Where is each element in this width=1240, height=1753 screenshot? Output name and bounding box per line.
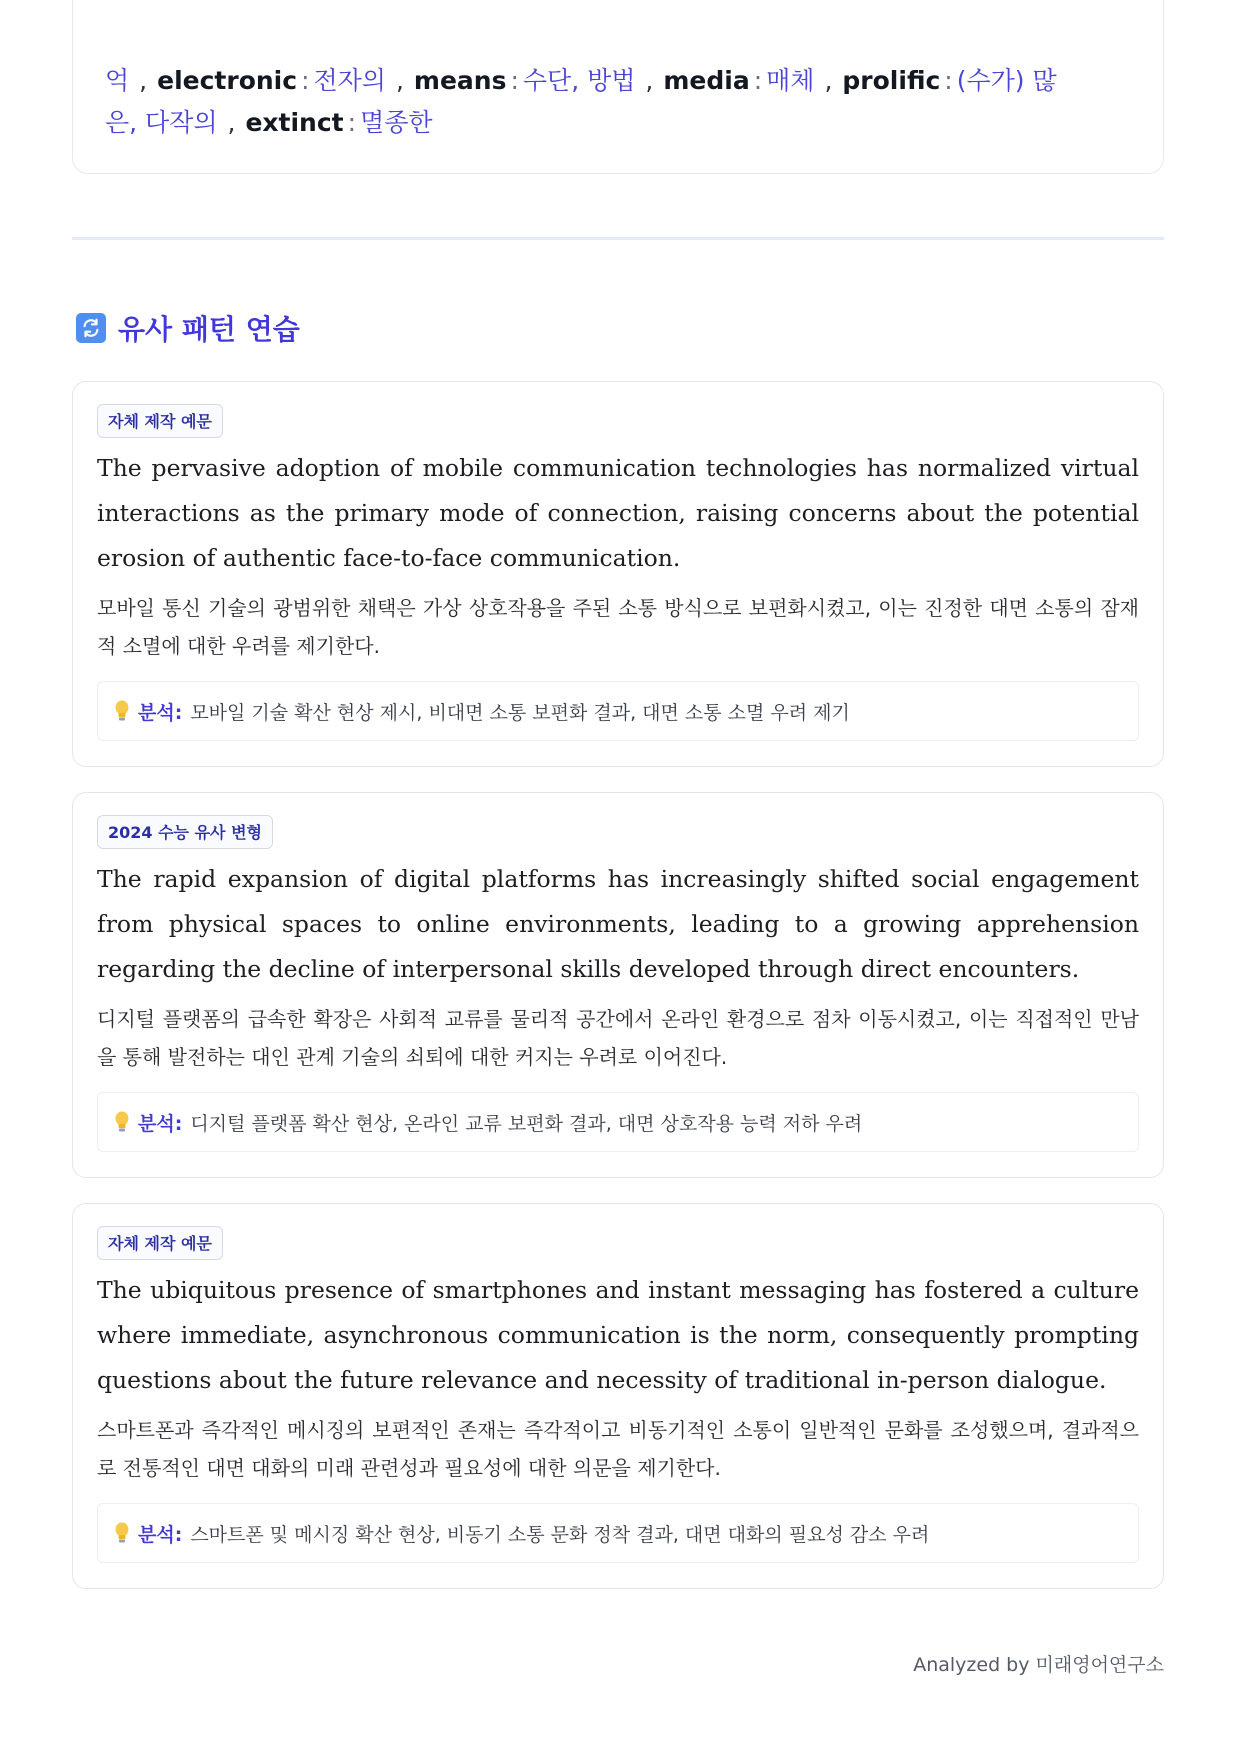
vocab-word: media — [663, 66, 750, 95]
section-title: 유사 패턴 연습 — [118, 313, 300, 346]
example-card — [72, 792, 1164, 1178]
vocabulary-list: 억 , electronic : 전자의 , means : 수단, 방법 , media : 매체 , prolific : (수가) 많은, 다작의 , extinct : 멸종한 — [105, 66, 1057, 137]
example-badge: 자체 제작 예문 — [97, 404, 223, 438]
section-divider — [72, 237, 1164, 240]
example-card — [72, 1203, 1164, 1589]
analysis-label: 분석: — [138, 1523, 183, 1546]
analysis-box — [97, 681, 1139, 741]
section-header — [76, 308, 300, 348]
refresh-icon — [76, 313, 106, 343]
english-sentence: The pervasive adoption of mobile communication technologies has normalized virtual interactions as the primary mode of connection, raising concerns about the potential erosion of authentic face-to-face communication. — [97, 454, 1139, 572]
vocab-word: electronic — [157, 66, 298, 95]
analysis-label: 분석: — [138, 1112, 183, 1135]
vocab-word: means — [413, 66, 507, 95]
vocab-meaning: 매체 — [766, 66, 815, 95]
analysis-text: 모바일 기술 확산 현상 제시, 비대면 소통 보편화 결과, 대면 소통 소멸 우려 제기 — [190, 701, 850, 724]
vocabulary-box — [72, 0, 1164, 174]
vocab-meaning: 억 — [105, 66, 130, 95]
lightbulb-icon — [114, 700, 130, 722]
example-badge: 자체 제작 예문 — [97, 1226, 223, 1260]
english-sentence: The rapid expansion of digital platforms has increasingly shifted social engagement from physical spaces to online environments, leading to a growing apprehension regarding the decline of interpersonal skills developed through direct encounters. — [97, 865, 1139, 983]
vocab-word: prolific — [842, 66, 941, 95]
vocab-meaning: (수가) 많은, 다작의 — [105, 66, 1057, 137]
analysis-text: 디지털 플랫폼 확산 현상, 온라인 교류 보편화 결과, 대면 상호작용 능력 저하 우려 — [190, 1112, 863, 1135]
analysis-box — [97, 1503, 1139, 1563]
lightbulb-icon — [114, 1522, 130, 1544]
korean-translation: 모바일 통신 기술의 광범위한 채택은 가상 상호작용을 주된 소통 방식으로 보편화시켰고, 이는 진정한 대면 소통의 잠재적 소멸에 대한 우려를 제기한다. — [97, 596, 1139, 658]
vocab-meaning: 전자의 — [313, 66, 386, 95]
analysis-box — [97, 1092, 1139, 1152]
example-card — [72, 381, 1164, 767]
footer-credit: Analyzed by 미래영어연구소 — [913, 1654, 1164, 1676]
analysis-label: 분석: — [138, 701, 183, 724]
analysis-text: 스마트폰 및 메시징 확산 현상, 비동기 소통 문화 정착 결과, 대면 대화의 필요성 감소 우려 — [190, 1523, 930, 1546]
vocab-meaning: 수단, 방법 — [522, 66, 636, 95]
vocab-meaning: 멸종한 — [360, 108, 433, 137]
example-badge: 2024 수능 유사 변형 — [97, 815, 273, 849]
korean-translation: 스마트폰과 즉각적인 메시징의 보편적인 존재는 즉각적이고 비동기적인 소통이 일반적인 문화를 조성했으며, 결과적으로 전통적인 대면 대화의 미래 관련성과 필요성에 대한 의문을 제기한다. — [97, 1418, 1139, 1480]
korean-translation: 디지털 플랫폼의 급속한 확장은 사회적 교류를 물리적 공간에서 온라인 환경으로 점차 이동시켰고, 이는 직접적인 만남을 통해 발전하는 대인 관계 기술의 쇠퇴에 대한 커지는 우려로 이어진다. — [97, 1007, 1139, 1069]
vocab-word: extinct — [245, 108, 344, 137]
lightbulb-icon — [114, 1111, 130, 1133]
english-sentence: The ubiquitous presence of smartphones and instant messaging has fostered a culture where immediate, asynchronous communication is the norm, consequently prompting questions about the future relevance and necessity of traditional in-person dialogue. — [97, 1276, 1139, 1394]
